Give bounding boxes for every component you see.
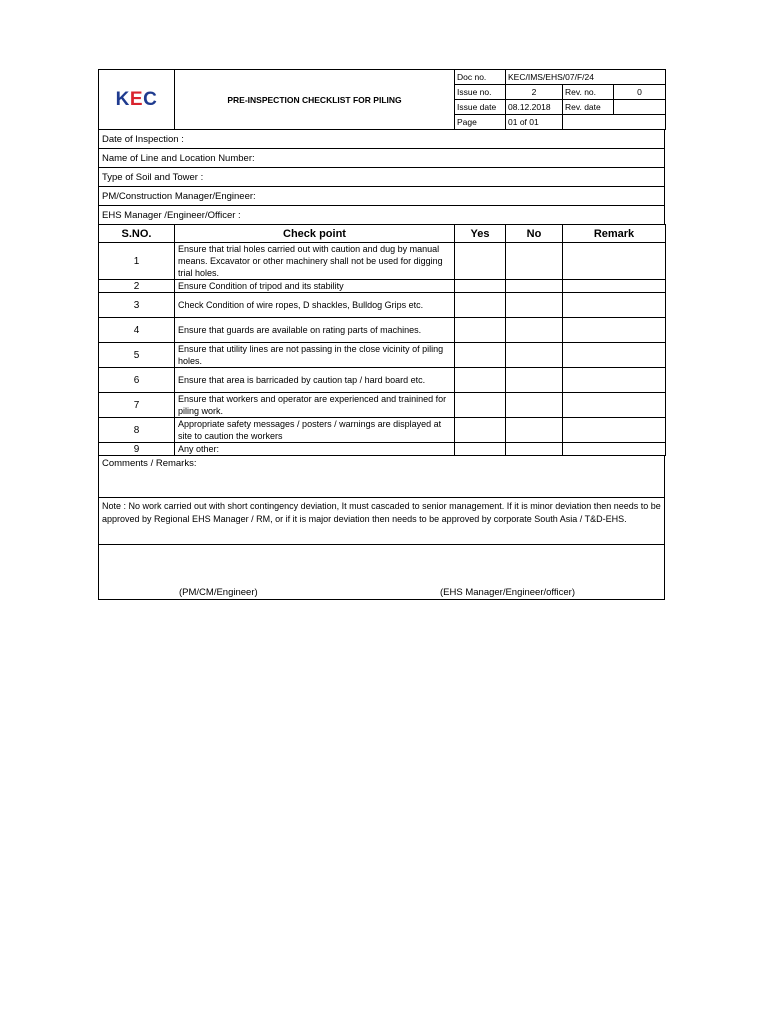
col-no-header: No — [506, 225, 563, 243]
row-checkpoint: Ensure that guards are available on rating parts of machines. — [175, 318, 455, 343]
row-yes-cell[interactable] — [455, 418, 506, 443]
document-title: PRE-INSPECTION CHECKLIST FOR PILING — [175, 70, 455, 130]
rev-no-label: Rev. no. — [563, 85, 614, 100]
row-remark-cell[interactable] — [563, 318, 666, 343]
row-sno: 3 — [99, 293, 175, 318]
row-no-cell[interactable] — [506, 418, 563, 443]
row-yes-cell[interactable] — [455, 280, 506, 293]
ehs-signature-label: (EHS Manager/Engineer/officer) — [440, 587, 575, 598]
pm-manager-field: PM/Construction Manager/Engineer: — [99, 187, 665, 206]
row-yes-cell[interactable] — [455, 393, 506, 418]
row-no-cell[interactable] — [506, 368, 563, 393]
issue-date-label: Issue date — [455, 100, 506, 115]
row-sno: 6 — [99, 368, 175, 393]
checklist-sheet — [98, 69, 665, 600]
blank-cell — [614, 115, 666, 130]
line-location-field: Name of Line and Location Number: — [99, 149, 665, 168]
row-no-cell[interactable] — [506, 318, 563, 343]
row-checkpoint: Check Condition of wire ropes, D shackles, Bulldog Grips etc. — [175, 293, 455, 318]
footer-table — [98, 455, 665, 600]
row-yes-cell[interactable] — [455, 293, 506, 318]
row-yes-cell[interactable] — [455, 243, 506, 280]
rev-date-label: Rev. date — [563, 100, 614, 115]
row-checkpoint: Appropriate safety messages / posters / warnings are displayed at site to caution the workers — [175, 418, 455, 443]
rev-date-value — [614, 100, 666, 115]
row-remark-cell[interactable] — [563, 368, 666, 393]
row-no-cell[interactable] — [506, 280, 563, 293]
soil-tower-field: Type of Soil and Tower : — [99, 168, 665, 187]
row-sno: 1 — [99, 243, 175, 280]
col-checkpoint-header: Check point — [175, 225, 455, 243]
doc-no-value: KEC/IMS/EHS/07/F/24 — [506, 70, 666, 85]
row-no-cell[interactable] — [506, 393, 563, 418]
row-remark-cell[interactable] — [563, 418, 666, 443]
row-sno: 4 — [99, 318, 175, 343]
row-checkpoint: Ensure that workers and operator are experienced and trainined for piling work. — [175, 393, 455, 418]
kec-logo: KEC — [115, 88, 158, 110]
row-sno: 9 — [99, 443, 175, 456]
info-table — [98, 129, 665, 225]
row-yes-cell[interactable] — [455, 443, 506, 456]
row-yes-cell[interactable] — [455, 343, 506, 368]
comments-remarks-field: Comments / Remarks: — [99, 456, 665, 498]
row-remark-cell[interactable] — [563, 393, 666, 418]
col-yes-header: Yes — [455, 225, 506, 243]
row-remark-cell[interactable] — [563, 443, 666, 456]
company-logo — [99, 70, 175, 130]
blank-cell — [563, 115, 614, 130]
checkpoint-table — [98, 224, 666, 456]
row-sno: 7 — [99, 393, 175, 418]
issue-no-value: 2 — [506, 85, 563, 100]
ehs-manager-field: EHS Manager /Engineer/Officer : — [99, 206, 665, 225]
row-no-cell[interactable] — [506, 343, 563, 368]
col-sno-header: S.NO. — [99, 225, 175, 243]
row-checkpoint: Ensure Condition of tripod and its stability — [175, 280, 455, 293]
row-remark-cell[interactable] — [563, 280, 666, 293]
row-checkpoint: Ensure that area is barricaded by caution tap / hard board etc. — [175, 368, 455, 393]
doc-no-label: Doc no. — [455, 70, 506, 85]
pm-signature-label: (PM/CM/Engineer) — [179, 587, 258, 598]
header-table — [98, 69, 666, 130]
row-checkpoint: Ensure that utility lines are not passing in the close vicinity of piling holes. — [175, 343, 455, 368]
page-label: Page — [455, 115, 506, 130]
row-remark-cell[interactable] — [563, 343, 666, 368]
row-remark-cell[interactable] — [563, 243, 666, 280]
row-yes-cell[interactable] — [455, 318, 506, 343]
row-yes-cell[interactable] — [455, 368, 506, 393]
issue-date-value: 08.12.2018 — [506, 100, 563, 115]
row-checkpoint: Ensure that trial holes carried out with caution and dug by manual means. Excavator or other machinery shall not be used for digging trial holes. — [175, 243, 455, 280]
signature-area — [99, 545, 665, 600]
deviation-note: Note : No work carried out with short contingency deviation, It must cascaded to senior management. If it is minor deviation then needs to be approved by Regional EHS Manager / RM, or if it is major deviation then needs to be approved by corporate South Asia / T&D-EHS. — [99, 498, 665, 545]
row-no-cell[interactable] — [506, 293, 563, 318]
row-remark-cell[interactable] — [563, 293, 666, 318]
row-no-cell[interactable] — [506, 243, 563, 280]
date-of-inspection-field: Date of Inspection : — [99, 130, 665, 149]
row-no-cell[interactable] — [506, 443, 563, 456]
col-remark-header: Remark — [563, 225, 666, 243]
rev-no-value: 0 — [614, 85, 666, 100]
row-sno: 8 — [99, 418, 175, 443]
row-sno: 2 — [99, 280, 175, 293]
row-sno: 5 — [99, 343, 175, 368]
issue-no-label: Issue no. — [455, 85, 506, 100]
page-value: 01 of 01 — [506, 115, 563, 130]
row-checkpoint: Any other: — [175, 443, 455, 456]
